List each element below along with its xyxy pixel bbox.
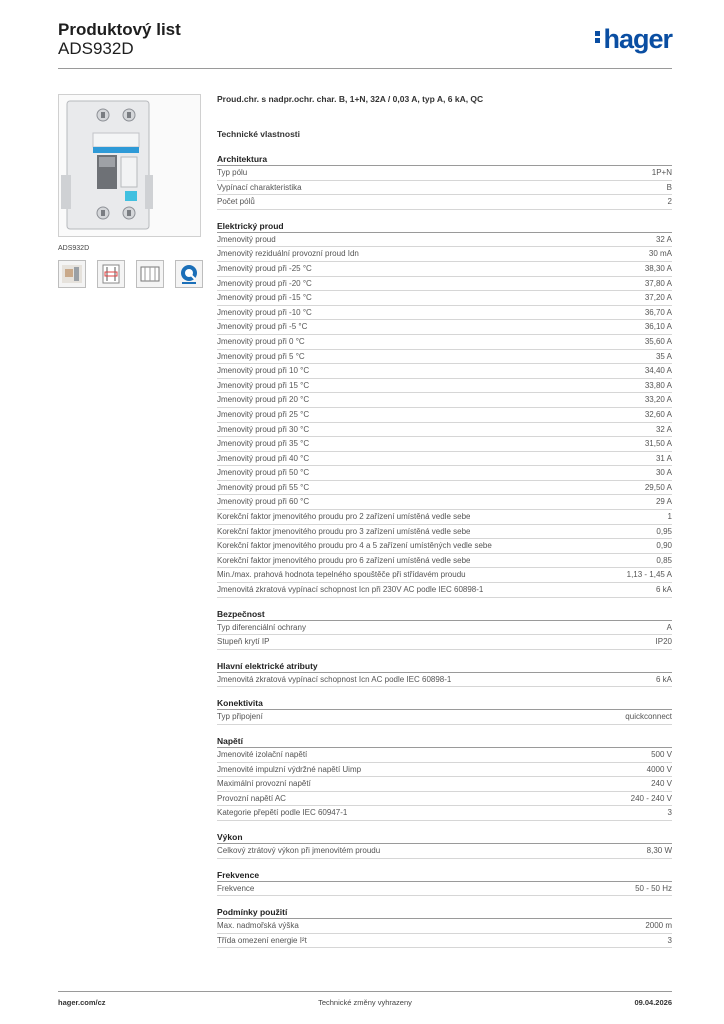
spec-row — [217, 423, 672, 438]
spec-row — [217, 583, 672, 598]
spec-value: 30 A — [655, 468, 672, 478]
spec-sections — [217, 153, 672, 948]
spec-row — [217, 277, 672, 292]
spec-row — [217, 306, 672, 321]
spec-value: 32 A — [655, 424, 672, 434]
page-footer — [58, 998, 672, 1010]
wiring-diagram-icon[interactable] — [97, 260, 125, 288]
section-title: Konektivita — [217, 697, 672, 710]
spec-label: Jmenovité impulzní výdržné napětí Uimp — [217, 764, 362, 774]
dimension-drawing-icon[interactable] — [136, 260, 164, 288]
spec-row — [217, 673, 672, 688]
spec-row — [217, 510, 672, 525]
spec-value: 6 kA — [655, 674, 672, 684]
spec-label: Jmenovitý proud při 40 °C — [217, 453, 310, 463]
spec-row — [217, 934, 672, 949]
spec-value: 34,40 A — [644, 366, 672, 376]
spec-label: Jmenovitý proud při 10 °C — [217, 366, 310, 376]
spec-row — [217, 844, 672, 859]
spec-label: Stupeň krytí IP — [217, 637, 270, 647]
spec-row — [217, 466, 672, 481]
spec-value: quickconnect — [625, 712, 672, 722]
spec-value: 0,90 — [656, 541, 672, 551]
spec-row — [217, 195, 672, 210]
circuit-breaker-image-icon — [59, 95, 200, 236]
footer-website-link[interactable]: hager.com/cz — [58, 998, 106, 1007]
spec-value: 35,60 A — [644, 336, 672, 346]
section-title: Výkon — [217, 831, 672, 844]
spec-label: Jmenovitý proud při -20 °C — [217, 278, 312, 288]
spec-row — [217, 452, 672, 467]
spec-value: 4000 V — [646, 764, 672, 774]
spec-label: Jmenovitá zkratová vypínací schopnost Icn AC podle IEC 60898-1 — [217, 674, 452, 684]
spec-label: Jmenovitý proud při 5 °C — [217, 351, 305, 361]
spec-value: 35 A — [655, 351, 672, 361]
spec-value: 37,80 A — [644, 278, 672, 288]
spec-label: Jmenovitý reziduální provozní proud Idn — [217, 249, 359, 259]
technical-properties-heading: Technické vlastnosti — [217, 129, 300, 139]
spec-value: IP20 — [655, 637, 672, 647]
spec-value: 36,10 A — [644, 322, 672, 332]
spec-label: Korekční faktor jmenovitého proudu pro 3 zařízení umístěná vedle sebe — [217, 526, 471, 536]
spec-value: 36,70 A — [644, 307, 672, 317]
spec-row — [217, 495, 672, 510]
spec-row — [217, 320, 672, 335]
spec-row — [217, 437, 672, 452]
logo-dots-icon — [595, 29, 600, 45]
spec-value: 29 A — [655, 497, 672, 507]
spec-value: 3 — [667, 808, 672, 818]
spec-row — [217, 481, 672, 496]
spec-label: Vypínací charakteristika — [217, 182, 302, 192]
spec-row — [217, 554, 672, 569]
spec-label: Provozní napětí AC — [217, 793, 286, 803]
spec-section — [217, 660, 672, 688]
spec-section — [217, 608, 672, 650]
spec-row — [217, 262, 672, 277]
page-header — [58, 20, 672, 68]
spec-value: A — [666, 622, 672, 632]
page-title: Produktový list — [58, 20, 181, 39]
section-title: Podmínky použití — [217, 906, 672, 919]
thumbnail-strip — [58, 260, 201, 288]
spec-label: Jmenovitý proud při -10 °C — [217, 307, 312, 317]
quickconnect-logo-icon[interactable] — [175, 260, 203, 288]
spec-value: 50 - 50 Hz — [635, 883, 672, 893]
spec-row — [217, 919, 672, 934]
spec-label: Počet pólů — [217, 197, 255, 207]
spec-label: Jmenovitý proud při -25 °C — [217, 263, 312, 273]
spec-value: 6 kA — [655, 585, 672, 595]
spec-row — [217, 364, 672, 379]
spec-value: 2 — [667, 197, 672, 207]
spec-label: Jmenovitý proud při 50 °C — [217, 468, 310, 478]
spec-label: Korekční faktor jmenovitého proudu pro 2 zařízení umístěná vedle sebe — [217, 512, 471, 522]
installation-photo-icon[interactable] — [58, 260, 86, 288]
section-title: Hlavní elektrické atributy — [217, 660, 672, 673]
spec-section — [217, 697, 672, 725]
spec-row — [217, 335, 672, 350]
hager-logo[interactable] — [595, 24, 672, 55]
spec-value: 33,80 A — [644, 380, 672, 390]
spec-row — [217, 568, 672, 583]
spec-row — [217, 539, 672, 554]
spec-label: Jmenovitý proud při 0 °C — [217, 336, 305, 346]
spec-section — [217, 869, 672, 897]
spec-value: 32 A — [655, 234, 672, 244]
section-title: Bezpečnost — [217, 608, 672, 621]
footer-date: 09.04.2026 — [634, 998, 672, 1007]
spec-label: Jmenovitý proud při 60 °C — [217, 497, 310, 507]
spec-label: Typ pólu — [217, 168, 248, 177]
spec-label: Třída omezení energie I²t — [217, 935, 307, 945]
spec-value: 38,30 A — [644, 263, 672, 273]
spec-row — [217, 882, 672, 897]
spec-label: Frekvence — [217, 883, 255, 893]
spec-label: Jmenovitá zkratová vypínací schopnost Icn při 230V AC podle IEC 60898-1 — [217, 585, 484, 595]
spec-row — [217, 635, 672, 650]
section-title: Napětí — [217, 735, 672, 748]
spec-label: Korekční faktor jmenovitého proudu pro 6 zařízení umístěná vedle sebe — [217, 555, 471, 565]
spec-label: Jmenovitý proud při -15 °C — [217, 293, 312, 303]
spec-row — [217, 710, 672, 725]
spec-row — [217, 408, 672, 423]
spec-label: Kategorie přepětí podle IEC 60947-1 — [217, 808, 348, 818]
spec-row — [217, 777, 672, 792]
spec-label: Max. nadmořská výška — [217, 921, 299, 931]
spec-row — [217, 233, 672, 248]
spec-value: 240 - 240 V — [630, 793, 672, 803]
spec-value: 1,13 - 1,45 A — [626, 570, 672, 580]
spec-value: 240 V — [651, 779, 672, 789]
spec-section — [217, 735, 672, 821]
spec-row — [217, 792, 672, 807]
spec-value: 0,85 — [656, 555, 672, 565]
spec-value: 31 A — [655, 453, 672, 463]
spec-value: 1P+N — [651, 168, 672, 177]
spec-value: 31,50 A — [644, 439, 672, 449]
spec-value: 0,95 — [656, 526, 672, 536]
spec-value: B — [666, 182, 672, 192]
spec-value: 30 mA — [648, 249, 672, 259]
spec-value: 29,50 A — [644, 482, 672, 492]
spec-value: 32,60 A — [644, 409, 672, 419]
spec-label: Jmenovité izolační napětí — [217, 750, 308, 759]
specifications-column — [217, 94, 672, 958]
spec-label: Jmenovitý proud při 55 °C — [217, 482, 310, 492]
spec-value: 500 V — [651, 750, 672, 759]
spec-row — [217, 350, 672, 365]
spec-row — [217, 247, 672, 262]
spec-label: Korekční faktor jmenovitého proudu pro 4 a 5 zařízení umístěných vedle sebe — [217, 541, 492, 551]
spec-section — [217, 153, 672, 210]
spec-value: 1 — [667, 512, 672, 522]
spec-label: Jmenovitý proud — [217, 234, 276, 244]
spec-label: Jmenovitý proud při 20 °C — [217, 395, 310, 405]
spec-label: Celkový ztrátový výkon při jmenovitém proudu — [217, 845, 381, 855]
spec-label: Jmenovitý proud při 15 °C — [217, 380, 310, 390]
spec-row — [217, 393, 672, 408]
spec-row — [217, 291, 672, 306]
spec-row — [217, 748, 672, 763]
section-title: Frekvence — [217, 869, 672, 882]
spec-value: 2000 m — [645, 921, 672, 931]
section-title: Elektrický proud — [217, 220, 672, 233]
spec-label: Maximální provozní napětí — [217, 779, 311, 789]
spec-value: 3 — [667, 935, 672, 945]
spec-value: 37,20 A — [644, 293, 672, 303]
spec-section — [217, 906, 672, 948]
photo-caption: ADS932D — [58, 245, 90, 252]
spec-row — [217, 621, 672, 636]
spec-row — [217, 763, 672, 778]
spec-label: Typ připojení — [217, 712, 263, 722]
spec-row — [217, 525, 672, 540]
spec-label: Jmenovitý proud při 30 °C — [217, 424, 310, 434]
footer-disclaimer: Technické změny vyhrazeny — [318, 998, 412, 1007]
section-title: Architektura — [217, 153, 672, 166]
spec-row — [217, 166, 672, 181]
spec-section — [217, 220, 672, 598]
spec-section — [217, 831, 672, 859]
product-code: ADS932D — [58, 39, 134, 58]
header-divider — [58, 68, 672, 69]
footer-divider — [58, 991, 672, 992]
spec-label: Typ diferenciální ochrany — [217, 622, 306, 632]
spec-value: 8,30 W — [646, 845, 672, 855]
spec-value: 33,20 A — [644, 395, 672, 405]
spec-row — [217, 181, 672, 196]
spec-row — [217, 379, 672, 394]
product-photo[interactable] — [58, 94, 201, 237]
product-description: Proud.chr. s nadpr.ochr. char. B, 1+N, 32A / 0,03 A, typ A, 6 kA, QC — [217, 94, 484, 104]
spec-label: Jmenovitý proud při 35 °C — [217, 439, 310, 449]
spec-label: Jmenovitý proud při 25 °C — [217, 409, 310, 419]
spec-row — [217, 806, 672, 821]
spec-label: Min./max. prahová hodnota tepelného spouštěče při střídavém proudu — [217, 570, 466, 580]
logo-text: hager — [603, 24, 672, 54]
spec-label: Jmenovitý proud při -5 °C — [217, 322, 308, 332]
product-media-column — [58, 94, 201, 288]
